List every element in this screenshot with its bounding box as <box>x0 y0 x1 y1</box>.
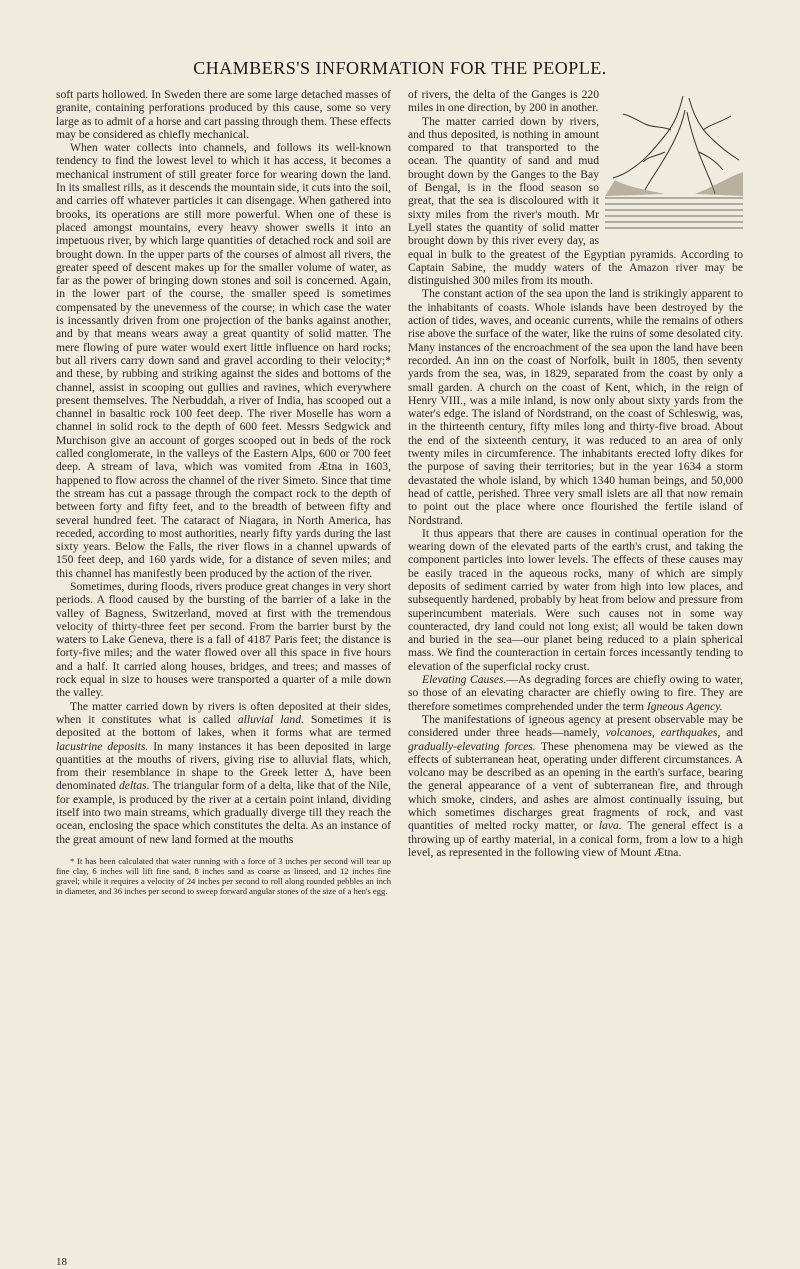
text-run: The manifestations of igneous agency at present observable may be considered under three heads—namely, <box>408 712 743 740</box>
section-heading: Elevating Causes. <box>422 673 507 687</box>
italic-term: Igneous Agency. <box>646 699 723 713</box>
paragraph <box>408 713 743 859</box>
text-run: In many instances it has been deposited in large quantities at the mouths of rivers, giving rise to alluvial flats, which, from their resemblance in shape to the Greek letter Δ, have been denominated <box>56 739 391 793</box>
paragraph <box>408 673 743 713</box>
italic-term: deltas. <box>119 779 150 793</box>
right-column <box>408 88 743 859</box>
paragraph: The matter carried down by rivers, and thus deposited, is nothing in amount compared to that transported to the ocean. The quantity of sand and mud brought down by the Ganges to the Bay of Bengal, is in the flood season so great, that the sea is discoloured with it sixty miles from the river's mouth. Mr Lyell states the quantity of solid matter brought down by this river every day, as equal in bulk to the greatest of the Egyptian pyramids. According to Captain Sabine, the muddy waters of the Amazon river may be distinguished 300 miles from its mouth. <box>408 114 743 288</box>
italic-term: alluvial land. <box>237 712 304 726</box>
paragraph: When water collects into channels, and follows its well-known tendency to find the lowest level to which it has access, it becomes a mechanical instrument of still greater force for wearing down the land. In its smallest rills, as it descends the mountain side, it cuts into the soil, and carries off whatever particles it can disengage. When gathered into brooks, its operations are still more powerful. When one of these is placed amongst mountains, every heavy shower swells it into an impetuous river, by which large quantities of detached rock and soil are brought down. In the upper parts of the courses of almost all rivers, the greater speed of descent makes up for the smaller volume of water, as far as the power of bringing down stones and soil is concerned. Again, in the lower part of the course, the smaller speed is sometimes compensated by the unevenness of the course; in which case the water is incessantly driven from one projection of the banks against another, and by that means wears away a great quantity of solid matter. The mere flowing of pure water would exert little influence on hard rocks; but all rivers carry down sand and gravel according to their velocity;* and these, by rubbing and striking against the sides and bottoms of the channel, assist in scooping out gullies and ravines, which everywhere present themselves. The Nerbuddah, a river of India, has scooped out a channel in basaltic rock 100 feet deep. The river Moselle has worn a channel in solid rock to the depth of 600 feet. Messrs Sedgwick and Murchison give an account of gorges scooped out in beds of the rock called conglomerate, in the valleys of the Eastern Alps, 600 or 700 feet deep. A stream of lava, which was vomited from Ætna in 1603, happened to flow across the channel of the river Simeto. Since that time the stream has cut a passage through the compact rock to the depth of between forty and fifty feet, and to the breadth of between fifty and several hundred feet. The cataract of Niagara, in North America, has receded, according to most authorities, nearly fifty yards during the last sixty years. Below the Falls, the river flows in a channel upwards of 150 feet deep, and 160 yards wide, for a distance of seven miles; and this channel has manifestly been produced by the action of the river. <box>56 141 391 580</box>
italic-term: lacustrine deposits. <box>56 739 149 753</box>
text-run: —As degrading forces are chiefly owing to water, so those of an elevating character are chiefly owing to fire. They are therefore sometimes comprehended under the term <box>408 673 743 713</box>
text-run: The triangular form of a delta, like that of the Nile, for example, is produced by the river at a certain point inland, dividing itself into two main streams, which gradually diverge till they reach the ocean, enclosing the space which constitutes the delta. As an instance of the great amount of new land formed at the mouths <box>56 779 391 846</box>
left-column <box>56 88 391 896</box>
paragraph: soft parts hollowed. In Sweden there are some large detached masses of granite, containing perforations produced by this cause, some so very large as to admit of a horse and cart passing through them. These effects may be considered as chiefly mechanical. <box>56 88 391 141</box>
paragraph: of rivers, the delta of the Ganges is 220 miles in one direction, by 200 in another. <box>408 88 599 115</box>
paragraph: Sometimes, during floods, rivers produce great changes in very short periods. A flood caused by the bursting of the barrier of a lake in the valley of Bagness, Switzerland, moved at first with the tremendous velocity of thirty-three feet per second. From the barrier burst by the waters to Lake Geneva, there is a fall of 4187 Paris feet; the distance is forty-five miles; and the water flowed over all this space in five hours and a half. It carried along houses, bridges, and trees; and masses of rock equal in size to houses were transported a quarter of a mile down the valley. <box>56 579 391 700</box>
text-run: and <box>720 726 743 740</box>
footnote: * It has been calculated that water running with a force of 3 inches per second will tear up fine clay, 6 inches will lift fine sand, 8 inches sand as coarse as linseed, and 12 inches fine gravel; while it requires a velocity of 24 inches per second to roll along rounded pebbles an inch in diameter, and 36 inches per second to sweep forward angular stones of the size of a hen's egg. <box>56 855 391 896</box>
italic-term: lava. <box>598 819 622 833</box>
page-number: 18 <box>56 1256 67 1268</box>
italic-term: gradually-elevating forces. <box>408 739 536 753</box>
text-run: The matter carried down by rivers is often deposited at their sides, when it constitutes what is called <box>56 699 391 726</box>
running-header: CHAMBERS'S INFORMATION FOR THE PEOPLE. <box>193 58 607 78</box>
italic-term: volcanoes, earthquakes, <box>605 726 721 740</box>
paragraph: It thus appears that there are causes in continual operation for the wearing down of the elevated parts of the earth's crust, and taking the component particles into lower levels. The effects of these causes may be easily traced in the aqueous rocks, many of which are simply deposits of sediment carried by water from high into low places, and subsequently hardened, probably by heat from below and pressure from superincumbent materials. Were such causes not in some way counteracted, dry land could not long exist; all would be taken down and buried in the sea—our planet being reduced to a plain spherical mass. We find the counteraction in certain forces incessantly tending to elevation of the superficial rocky crust. <box>408 526 743 673</box>
paragraph <box>56 700 391 846</box>
paragraph: The constant action of the sea upon the land is strikingly apparent to the inhabitants of coasts. Whole islands have been destroyed by the action of tides, waves, and oceanic currents, while the remains of others rise above the surface of the water, like the ruins of some desolated city. Many instances of the encroachment of the sea upon the land have been recorded. An inn on the coast of Norfolk, built in 1805, then seventy yards from the sea, was, in 1829, separated from the coast by only a small garden. A church on the coast of Kent, which, in the reign of Henry VIII., was a mile inland, is now only about sixty yards from the water's edge. The island of Nordstrand, on the coast of Schleswig, was, in the thirteenth century, fifty miles long and thirty-five broad. About the end of the sixteenth century, it was reduced to an area of only twenty miles in circumference. The inhabitants erected lofty dikes for the purpose of saving their territories; but in the year 1634 a storm devastated the whole island, by which 1340 human beings, and 50,000 head of cattle, perished. Three very small islets are all that now remain to point out the place where once flourished the fertile island of Nordstrand. <box>408 287 743 527</box>
text-run: Sometimes it is deposited at the bottom of lakes, when it forms what are termed <box>56 712 391 740</box>
text-run: These phenomena may be viewed as the effects of subterranean heat, operating under different circumstances. A volcano may be described as an opening in the earth's surface, bearing the general appearance of a vent of subterranean fire, and through which smoke, cinders, and ashes are almost continually issuing, but which sometimes discharges great fragments of rock, and vast quantities of melted rocky matter, or <box>408 739 744 833</box>
delta-map-illustration <box>605 90 743 234</box>
text-run: The general effect is a throwing up of earthy material, in a conical form, from a low to a high level, as represented in the following view of Mount Ætna. <box>408 819 743 859</box>
